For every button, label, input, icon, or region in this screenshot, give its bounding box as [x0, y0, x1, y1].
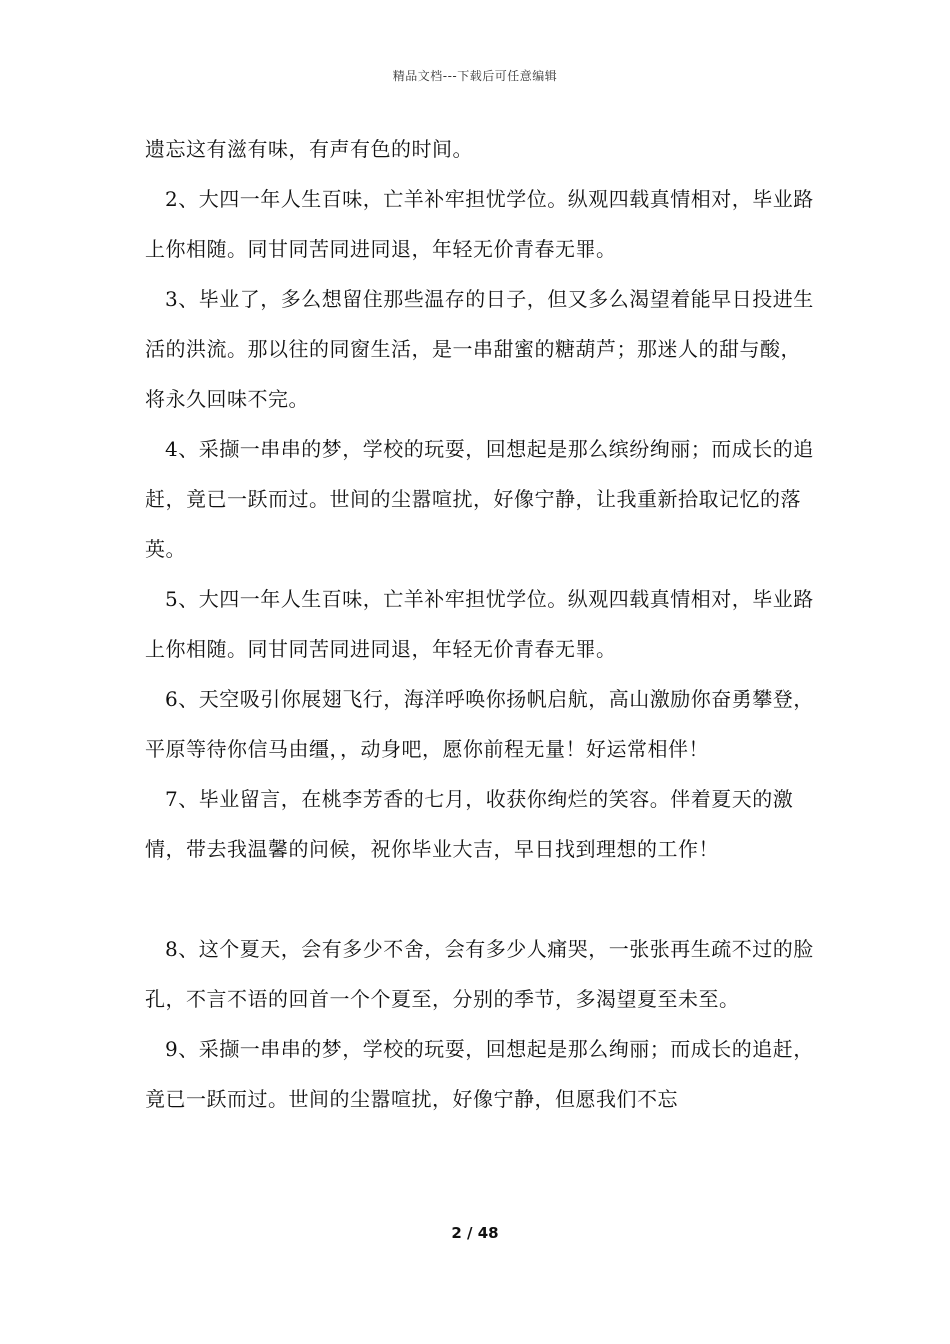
list-item-4: 4、采撷一串串的梦，学校的玩耍，回想起是那么缤纷绚丽；而成长的追赶，竟已一跃而过。世间的尘嚣喧扰，好像宁静，让我重新拾取记忆的落英。	[145, 437, 814, 561]
list-item-9: 9、采撷一串串的梦，学校的玩耍，回想起是那么绚丽；而成长的追赶，竟已一跃而过。世间的尘嚣喧扰，好像宁静，但愿我们不忘	[145, 1037, 814, 1111]
list-item-2: 2、大四一年人生百味，亡羊补牢担忧学位。纵观四载真情相对，毕业路上你相随。同甘同苦同进同退，年轻无价青春无罪。	[145, 187, 814, 261]
list-item-8: 8、这个夏天，会有多少不舍，会有多少人痛哭，一张张再生疏不过的脸孔，不言不语的回首一个个夏至，分别的季节，多渴望夏至未至。	[145, 937, 814, 1011]
page-number: 2 / 48	[451, 1224, 499, 1242]
page-header: 精品文档---下载后可任意编辑	[392, 69, 558, 83]
paragraph-gap	[145, 874, 815, 924]
document-body	[145, 124, 815, 1124]
list-item-7: 7、毕业留言，在桃李芳香的七月，收获你绚烂的笑容。伴着夏天的激情，带去我温馨的问候，祝你毕业大吉，早日找到理想的工作！	[145, 787, 794, 861]
list-item-3: 3、毕业了，多么想留住那些温存的日子，但又多么渴望着能早日投进生活的洪流。那以往的同窗生活，是一串甜蜜的糖葫芦；那迷人的甜与酸，将永久回味不完。	[145, 287, 814, 411]
list-item-5: 5、大四一年人生百味，亡羊补牢担忧学位。纵观四载真情相对，毕业路上你相随。同甘同苦同进同退，年轻无价青春无罪。	[145, 587, 814, 661]
list-item-6: 6、天空吸引你展翅飞行，海洋呼唤你扬帆启航，高山激励你奋勇攀登，平原等待你信马由缰，，动身吧，愿你前程无量！好运常相伴！	[145, 687, 814, 761]
paragraph-continuation: 遗忘这有滋有味，有声有色的时间。	[145, 137, 473, 161]
